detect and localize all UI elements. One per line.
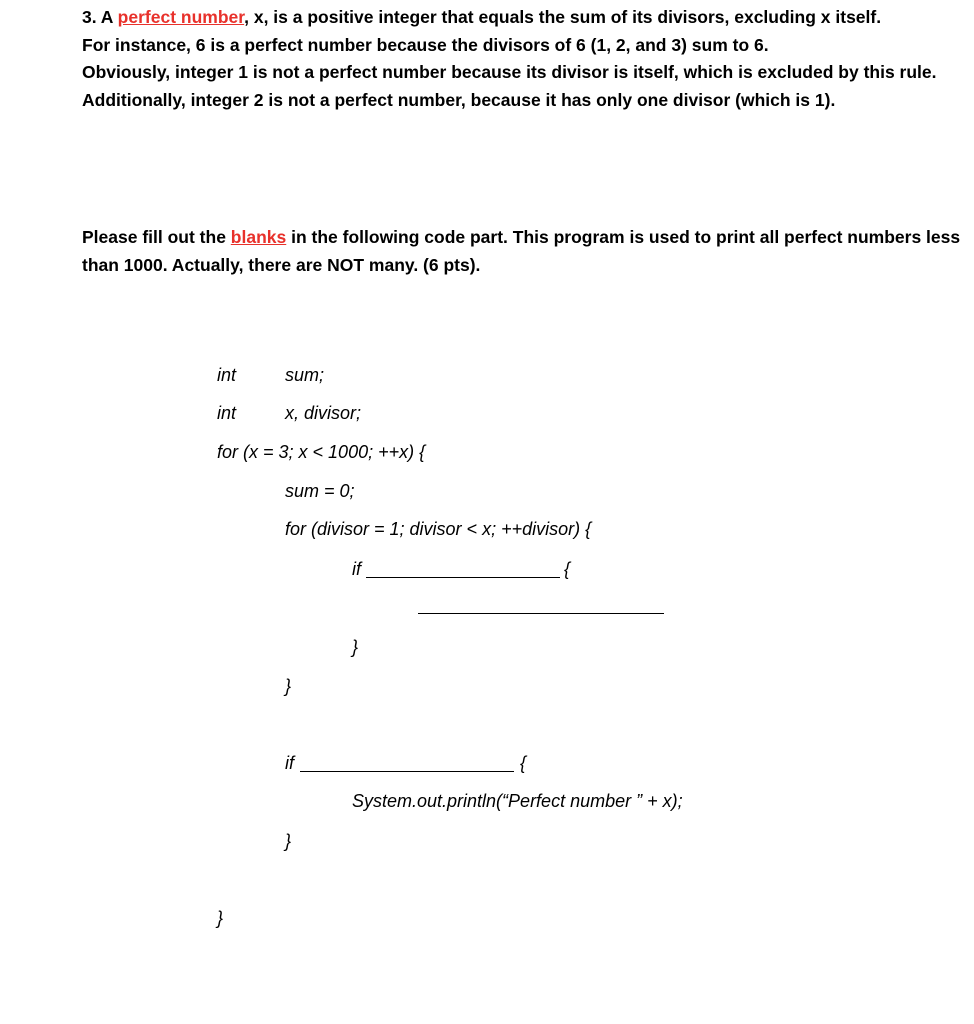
code-outer-for: for (x = 3; x < 1000; ++x) {: [217, 442, 426, 462]
code-int-keyword-2: int: [217, 403, 237, 423]
code-brace-close-if-1: }: [352, 637, 359, 657]
code-brace-close-inner-for: }: [285, 676, 292, 696]
code-brace-open-1: {: [564, 559, 571, 579]
question-line-2: For instance, 6 is a perfect number because the divisors of 6 (1, 2, and 3) sum to 6.: [82, 34, 769, 55]
code-inner-for: for (divisor = 1; divisor < x; ++divisor) {: [285, 519, 592, 539]
blank-if-condition-2[interactable]: [300, 771, 514, 772]
code-if-1: if: [352, 559, 361, 579]
question-line-3: Obviously, integer 1 is not a perfect number because its divisor is itself, which is excluded by this rule.: [82, 62, 937, 82]
code-sum-init: sum = 0;: [285, 481, 355, 501]
code-x-divisor-decl: x, divisor;: [285, 403, 362, 423]
code-brace-open-2: {: [520, 753, 527, 773]
blank-if-condition-1[interactable]: [366, 577, 560, 578]
code-brace-close-outer-for: }: [217, 908, 224, 928]
code-println: System.out.println(“Perfect number ” + x);: [352, 791, 683, 811]
instruction-text: Please fill out the blanks in the following code part. This program is used to print all perfect numbers less than 1000. Actually, there are NOT many. (6 pts).: [82, 227, 961, 275]
question-line-1: 3. A perfect number, x, is a positive integer that equals the sum of its divisors, excluding x itself.: [82, 7, 882, 27]
code-int-keyword-1: int: [217, 365, 237, 385]
blank-if-body-statement[interactable]: [418, 613, 664, 614]
code-if-2: if: [285, 753, 294, 773]
blanks-term: blanks: [230, 227, 287, 247]
perfect-number-term: perfect number: [117, 7, 245, 27]
code-sum-decl: sum;: [285, 365, 325, 385]
question-line-4: Additionally, integer 2 is not a perfect number, because it has only one divisor (which is 1).: [82, 89, 836, 110]
code-brace-close-if-2: }: [285, 831, 292, 851]
question-text: [82, 4, 962, 114]
